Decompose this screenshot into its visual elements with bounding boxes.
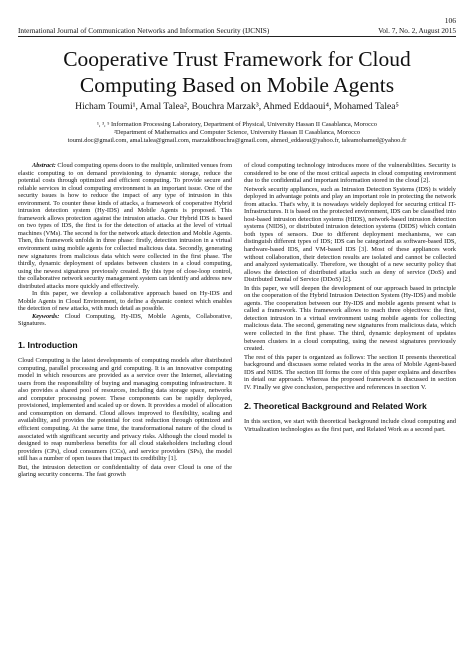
section-heading-introduction: 1. Introduction (18, 340, 78, 351)
right-paragraph-1: of cloud computing technology introduces more of the vulnerabilities. Security is considered to be one of the most critical aspects in cloud computing environment due to the confidential and important information stored in the cloud [2]. (244, 162, 456, 185)
author-emails: toumi.doc@gmail.com, amal.talea@gmail.com, marzak8bouchra@gmail.com, ahmed_eddaoui@yahoo.fr, taleamohamed@yahoo.fr (67, 137, 407, 144)
right-paragraph-5: In this section, we start with theoretical background include cloud computing and Virtualization technologies as the first part, and Related Work as a second part. (244, 418, 456, 433)
keywords-label: Keywords: (32, 312, 60, 320)
abstract-text: Cloud computing opens doors to the multiple, unlimited venues from elastic computing to on demand provisioning to dynamic storage, reduce the potential costs through optimized and efficient computing. To provide secure and reliable services in cloud computing environment is an important issue. One of the security issues is how to reduce the impact of any type of intrusion in this environment. To counter these kinds of attacks, a framework of cooperative Hybrid intrusion detection system (Hy-IDS) and Mobile Agents is proposed. This framework allows protection against the intrusion attacks. Our Hybrid IDS is based on two types of IDS, the first is for the detection of attacks at the level of virtual machines (VMs). The second is for the network attack detection and Mobile Agents. Then, this framework unfolds in three phase: firstly, detection intrusion in a virtual environment using mobile agents for collected malicious data. Secondly, generating new signatures from malicious data which were collected in the first phase. The thirdly, dynamic deployment of updates between clusters in a cloud computing, using the newest signatures previously created. By this type of close-loop control, the collaborative network security management system can identify and address new distributed attacks more quickly and effectively. (18, 162, 232, 290)
affiliations (18, 121, 456, 145)
section-heading-background: 2. Theoretical Background and Related Work (244, 401, 427, 412)
volume-info: Vol. 7, No. 2, August 2015 (378, 26, 456, 35)
left-column (18, 162, 232, 479)
keywords (18, 313, 232, 328)
header-rule (18, 36, 456, 37)
right-paragraph-4: The rest of this paper is organized as follows: The section II presents theoretical background and discusses some related works in the area of Mobile Agent-based IDS and NIDS. The section III forms the core of this paper explains and describes in detail our approach. Whereas the proposed framework is discussed in section IV. Finally we give conclusion, perspective and references in section V. (244, 353, 456, 391)
author-list: Hicham Toumi¹, Amal Talea², Bouchra Marzak³, Ahmed Eddaoui⁴, Mohamed Talea⁵ (75, 101, 399, 112)
intro-paragraph-2: But, the intrusion detection or confidentiality of data over Cloud is one of the glaring security concerns. The fast growth (18, 463, 232, 479)
affiliation-2: ²Department of Mathematics and Computer Science, University Hassan II Casablanca, Morocco (113, 129, 361, 136)
journal-name: International Journal of Communication Networks and Information Security (IJCNIS) (18, 26, 270, 35)
paper-title: Cooperative Trust Framework for Cloud Computing Based on Mobile Agents (63, 47, 411, 97)
right-paragraph-3: In this paper, we will deepen the development of our approach based in principle on the cooperation of the Hybrid Intrusion Detection System (Hy-IDS) and mobile agents. The cooperation between our Hy-IDS and mobile agents present what is called a framework. This framework allows to reach three objectives: the first, detection intrusion in a virtual environment using mobile agents for collecting malicious data. The second, generating new signatures from malicious data, which were collected in the first phase. The third, dynamic deployment of updates between clusters in a cloud computing, using the newest signatures previously created. (244, 284, 456, 353)
right-paragraph-2: Network security appliances, such as Intrusion Detection Systems (IDS) is widely deployed in advantage points and play an important role in protecting the network from attacks. That's why, it is nowadays widely deployed for securing critical IT-Infrastructures. It is based on the protected environment, IDS can be classified into host-based intrusion detection systems (HIDS), network-based intrusion detection systems (NIDS), or distributed intrusion detection systems (DIDS) which contain both types of sensors. Due to different deployment mechanisms, we can distinguish different types of IDS; IDS can be categorized as software-based IDS, hardware-based IDS, and VM-based IDS [3]. Most of these appliances work without collaboration, their detection results are isolated and cannot be collected and analyzed systematically. Therefore, we thought of a new security policy that allows the detection of distributed attacks such as deny of service (DoS) and Distributed Denial of Service (DDoS) [2]. (244, 185, 456, 284)
abstract-text-2: In this paper, we develop a collaborative approach based on Hy-IDS and Mobile Agents in Cloud Environment, to define a dynamic context which enables the detection of new attacks, with much detail as possible. (18, 290, 232, 313)
abstract-label: Abstract: (32, 162, 56, 169)
intro-paragraph: Cloud Computing is the latest developments of computing models after distributed computing, parallel processing and grid computing. It is an innovative computing model in which resources are provided as a service over the Internet, alleviating users from the responsibility of buying and managing computing infrastructure. It also provides a shared pool of resources, including data storage space, networks and computer processing power. These components can be rapidly deployed, provisioned, implemented and scaled up or down. It provides a model of allocation and consumption on demand. Cloud allows improved to flexibility, scaling and availability, and provides the potential for cost reduction through optimized and efficient computing. At the same time, the transformational nature of the cloud is associated with significant security and privacy risks. Although the cloud model is designed to reap numberless benefits for all cloud stakeholders including cloud providers (CPs), cloud consumers (CCs), and service providers (SPs), the model still has a number of open issues that impact its credibility [1]. (18, 357, 232, 463)
page-number: 106 (444, 16, 456, 25)
keywords-text: Cloud Computing, Hy-IDS, Mobile Agents, Collaborative, Signatures. (18, 312, 233, 328)
abstract (18, 162, 232, 290)
affiliation-1: ¹, ³, ⁵ Information Processing Laboratory, Department of Physical, University Hassan II Casablanca, Morocco (96, 121, 377, 128)
right-column (244, 162, 456, 434)
